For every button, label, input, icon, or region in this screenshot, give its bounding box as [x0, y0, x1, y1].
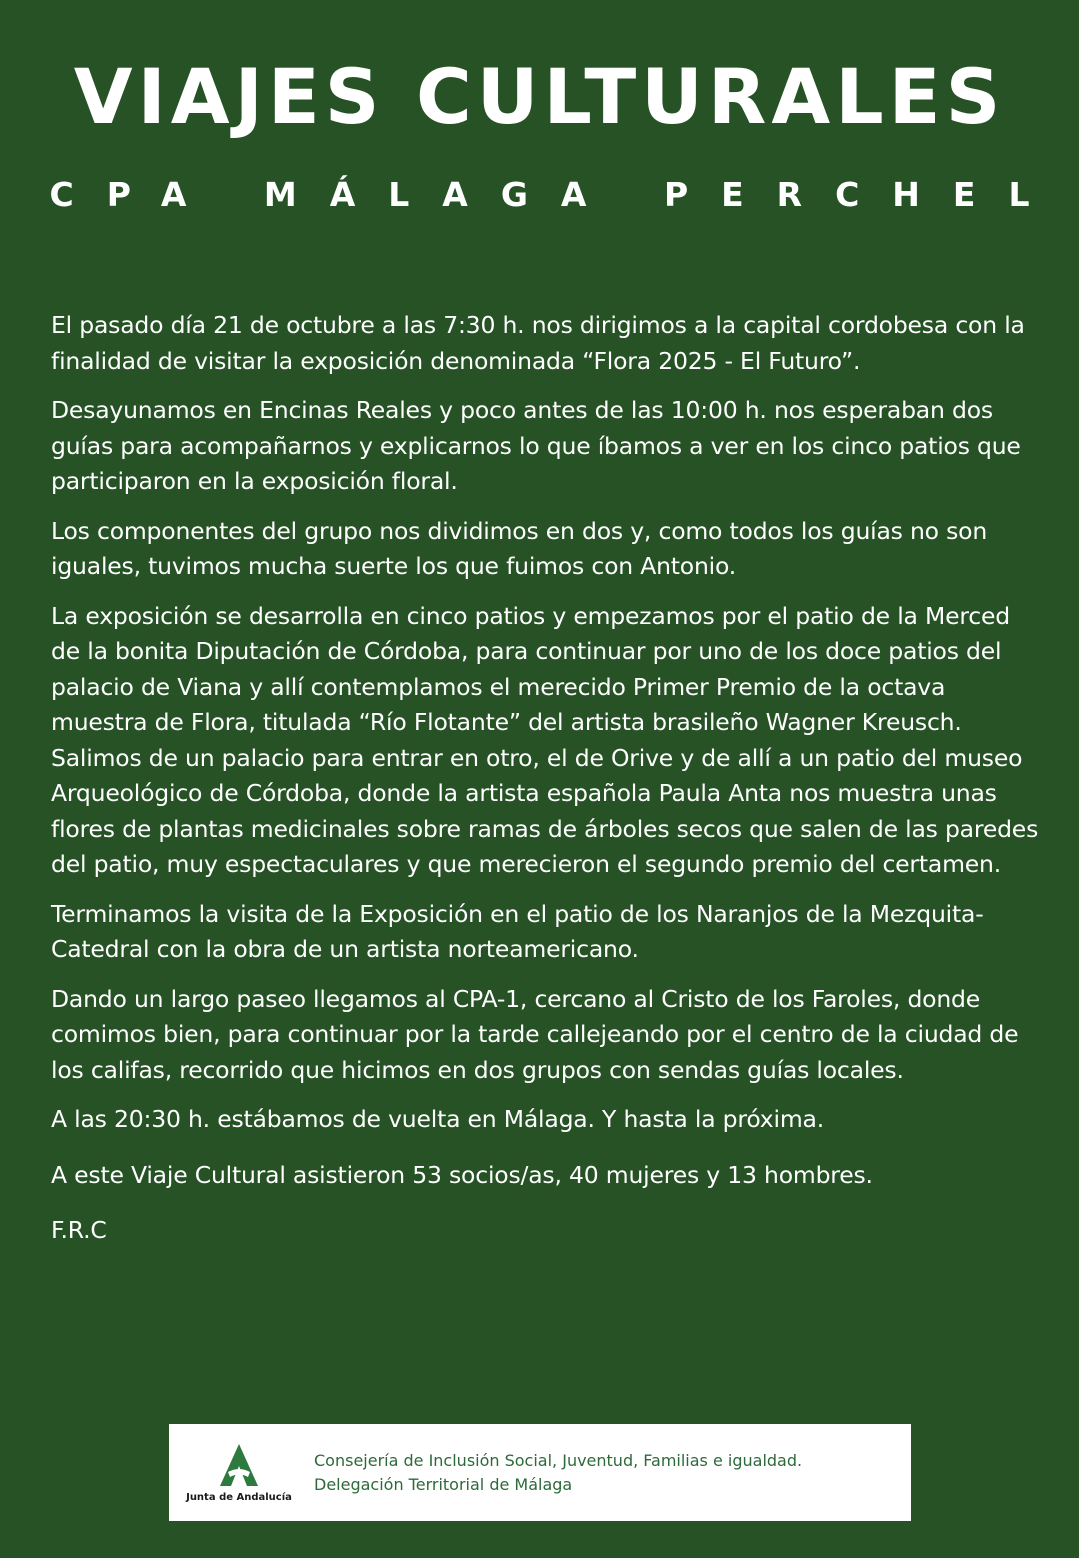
paragraph-3: Los componentes del grupo nos dividimos en dos y, como todos los guías no son iguales, tuvimos mucha suerte los que fuimos con Antonio. [51, 516, 988, 580]
footer-text [314, 1449, 802, 1497]
junta-andalucia-icon [216, 1442, 262, 1488]
footer-line-consejeria: Consejería de Inclusión Social, Juventud, Familias e igualdad. [314, 1451, 803, 1470]
paragraph-7: A las 20:30 h. estábamos de vuelta en Málaga. Y hasta la próxima. [51, 1105, 824, 1133]
paragraph-5: Terminamos la visita de la Exposición en el patio de los Naranjos de la Mezquita-Catedral con la obra de un artista norteamericano. [51, 899, 984, 963]
footer-banner [169, 1424, 911, 1521]
paragraph-2: Desayunamos en Encinas Reales y poco antes de las 10:00 h. nos esperaban dos guías para acompañarnos y explicarnos lo que íbamos a ver en los cinco patios que participaron en la exposición floral. [51, 396, 1021, 495]
page-title: VIAJES CULTURALES [73, 52, 1006, 141]
junta-andalucia-logo [183, 1438, 295, 1510]
paragraph-8: A este Viaje Cultural asistieron 53 socios/as, 40 mujeres y 13 hombres. [51, 1160, 873, 1189]
paragraph-4: La exposición se desarrolla en cinco patios y empezamos por el patio de la Merced de la bonita Diputación de Córdoba, para continuar por uno de los doce patios del palacio de Viana y allí contemplamos el merecido Primer Premio de la octava muestra de Flora, titulada “Río Flotante” del artista brasileño Wagner Kreusch. Salimos de un palacio para entrar en otro, el de Orive y de allí a un patio del museo Arqueológico de Córdoba, donde la artista española Paula Anta nos muestra unas flores de plantas medicinales sobre ramas de árboles secos que salen de las paredes del patio, muy espectaculares y que merecieron el segundo premio del certamen. [51, 601, 1039, 878]
logo-text: Junta de Andalucía [186, 1492, 292, 1503]
footer-line-delegacion: Delegación Territorial de Málaga [314, 1475, 573, 1494]
signature: F.R.C [51, 1216, 107, 1244]
page-subtitle: CPA MÁLAGA PERCHEL [49, 175, 1063, 214]
article-body [51, 308, 1041, 1263]
paragraph-1: El pasado día 21 de octubre a las 7:30 h. nos dirigimos a la capital cordobesa con la finalidad de visitar la exposición denominada “Flora 2025 - El Futuro”. [51, 311, 1025, 375]
paragraph-6: Dando un largo paseo llegamos al CPA-1, cercano al Cristo de los Faroles, donde comimos bien, para continuar por la tarde callejeando por el centro de la ciudad de los califas, recorrido que hicimos en dos grupos con sendas guías locales. [51, 984, 1019, 1084]
